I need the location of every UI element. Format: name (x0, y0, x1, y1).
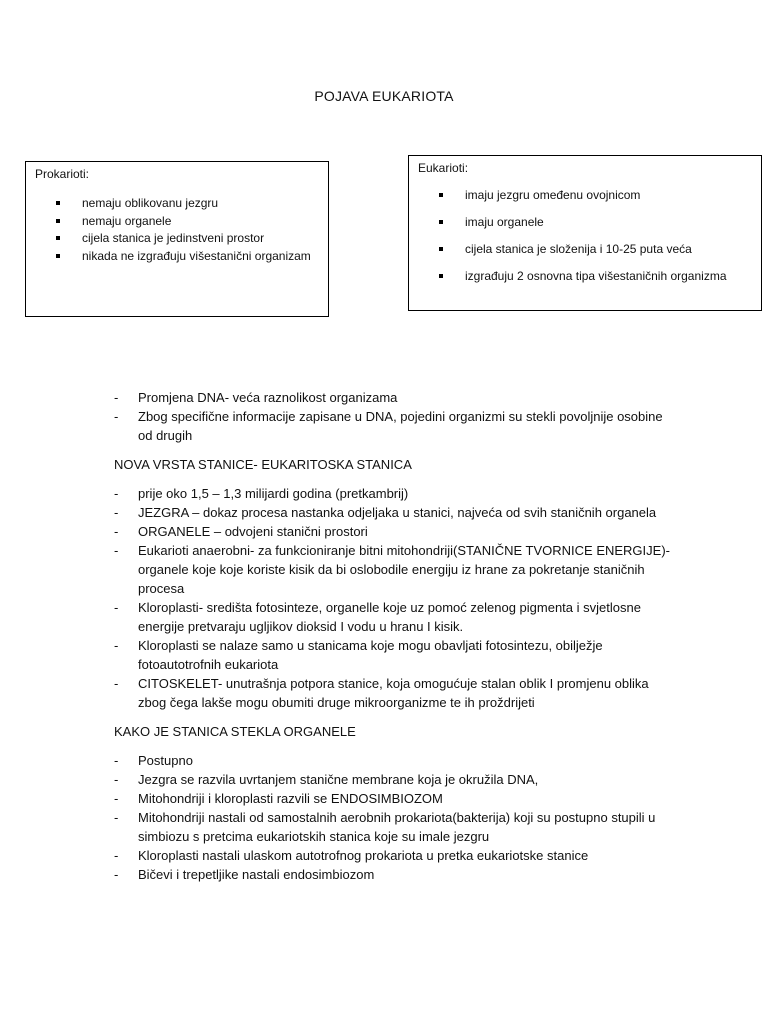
main-content (114, 388, 674, 884)
prokarioti-box (25, 161, 329, 317)
bullet-icon (56, 201, 60, 205)
eukarioti-heading: Eukarioti: (418, 161, 469, 175)
dash-icon: - (114, 486, 119, 501)
prokarioti-heading: Prokarioti: (35, 167, 90, 181)
list-item: - Kloroplasti- središta fotosinteze, organelle koje uz pomoć zelenog pigmenta i svjetlosne energije pretvaraju ugljikov dioksid I vodu u hranu I kisik. (114, 600, 641, 634)
dash-icon: - (114, 753, 119, 768)
list-item: imaju jezgru omeđenu ovojnicom (439, 187, 749, 204)
stanica-list (114, 484, 674, 712)
page-title: POJAVA EUKARIOTA (314, 88, 454, 104)
list-item: - Jezgra se razvila uvrtanjem stanične membrane koja je okružila DNA, (114, 772, 539, 787)
bullet-icon (56, 254, 60, 258)
organele-list (114, 751, 674, 884)
list-item: - ORGANELE – odvojeni stanični prostori (114, 524, 368, 539)
list-item: nemaju organele (56, 213, 316, 231)
list-item: - CITOSKELET- unutrašnja potpora stanice, koja omogućuje stalan oblik I promjenu oblika zbog čega lakše mogu obumiti druge mikroorganizme te ih proždrijeti (114, 676, 649, 710)
eukarioti-list (439, 187, 749, 295)
dash-icon: - (114, 791, 119, 806)
bullet-icon (439, 193, 443, 197)
prokarioti-list (56, 195, 316, 265)
list-item: - Eukarioti anaerobni- za funkcioniranje bitni mitohondriji(STANIČNE TVORNICE ENERGIJE)- organele koje koje koriste kisik da bi oslobodile energiju iz hrane za pokretanje staničnih procesa (114, 543, 670, 596)
list-item: - Kloroplasti se nalaze samo u stanicama koje mogu obavljati fotosintezu, obilježje fotoautotrofnih eukariota (114, 638, 603, 672)
dash-icon: - (114, 505, 119, 520)
list-item: imaju organele (439, 214, 749, 231)
eukarioti-box (408, 155, 762, 311)
dash-icon: - (114, 409, 119, 424)
dash-icon: - (114, 676, 119, 691)
list-item: izgrađuju 2 osnovna tipa višestaničnih organizma (439, 268, 749, 285)
bullet-icon (56, 219, 60, 223)
list-item: cijela stanica je jedinstveni prostor (56, 230, 316, 248)
bullet-icon (439, 220, 443, 224)
dash-icon: - (114, 543, 119, 558)
list-item: nemaju oblikovanu jezgru (56, 195, 316, 213)
list-item: cijela stanica je složenija i 10-25 puta veća (439, 241, 749, 258)
list-item: - JEZGRA – dokaz procesa nastanka odjeljaka u stanici, najveća od svih staničnih organela (114, 505, 657, 520)
section-heading-nova-vrsta: NOVA VRSTA STANICE- EUKARITOSKA STANICA (114, 457, 412, 472)
bullet-icon (439, 274, 443, 278)
dash-icon: - (114, 810, 119, 825)
dash-icon: - (114, 524, 119, 539)
list-item: - Bičevi i trepetljike nastali endosimbiozom (114, 867, 375, 882)
bullet-icon (56, 236, 60, 240)
list-item: - prije oko 1,5 – 1,3 milijardi godina (pretkambrij) (114, 486, 409, 501)
list-item: - Postupno (114, 753, 193, 768)
dash-icon: - (114, 390, 119, 405)
list-item: - Promjena DNA- veća raznolikost organizama (114, 390, 398, 405)
dash-icon: - (114, 600, 119, 615)
dash-icon: - (114, 772, 119, 787)
list-item: nikada ne izgrađuju višestanični organizam (56, 248, 316, 266)
list-item: - Kloroplasti nastali ulaskom autotrofnog prokariota u pretka eukariotske stanice (114, 848, 589, 863)
list-item: - Mitohondriji i kloroplasti razvili se ENDOSIMBIOZOM (114, 791, 443, 806)
dash-icon: - (114, 867, 119, 882)
dash-icon: - (114, 848, 119, 863)
list-item: - Mitohondriji nastali od samostalnih aerobnih prokariota(bakterija) koji su postupno stupili u simbiozu s pretcima eukariotskih stanica koje su imale jezgru (114, 810, 656, 844)
dash-icon: - (114, 638, 119, 653)
section-heading-organele: KAKO JE STANICA STEKLA ORGANELE (114, 724, 356, 739)
dna-list (114, 388, 674, 445)
bullet-icon (439, 247, 443, 251)
list-item: - Zbog specifične informacije zapisane u DNA, pojedini organizmi su stekli povoljnije osobine od drugih (114, 409, 663, 443)
